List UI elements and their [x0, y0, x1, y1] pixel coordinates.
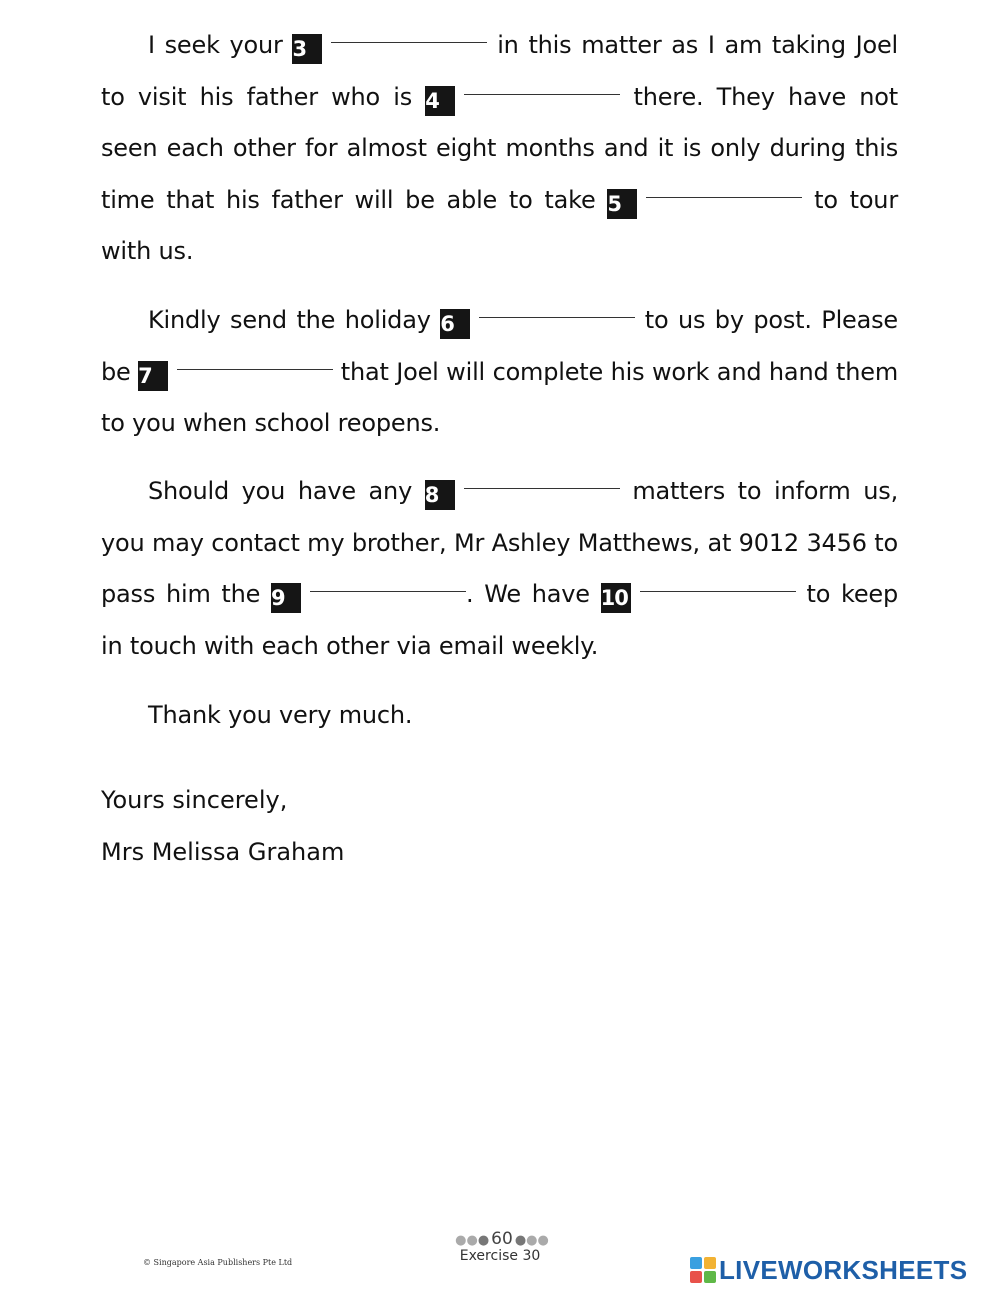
closing [101, 774, 344, 878]
paragraph-text: there. They have not seen each other for almost eight months and it is only during this time that his father will be able to take [101, 82, 898, 214]
paragraph-4-text [101, 690, 898, 742]
paragraph-text: matters to inform us, you may contact my brother, Mr Ashley Matthews, at 9012 3456 to pass him the [101, 477, 898, 608]
copyright-notice: © Singapore Asia Publishers Pte Ltd [143, 1258, 293, 1267]
paragraph-text: I seek your [148, 31, 293, 59]
paragraph-2-text [101, 295, 898, 450]
question-number-9: 9 [271, 583, 301, 613]
paragraph-text: to us by post. Please be [101, 306, 898, 386]
liveworksheets-logo[interactable] [690, 1255, 967, 1285]
paragraph-1 [101, 20, 898, 278]
dot-icon: ● [537, 1233, 549, 1248]
logo-square [704, 1271, 716, 1283]
paragraph-2 [101, 295, 898, 450]
dot-icon: ● [526, 1233, 538, 1248]
question-number-5: 5 [607, 189, 637, 219]
dot-icon: ● [466, 1233, 478, 1248]
paragraph-text: to tour with us. [101, 185, 898, 265]
page-number-ornament [452, 1229, 552, 1249]
paragraph-text: Thank you very much. [148, 701, 413, 729]
paragraph-text: Should you have any [148, 477, 425, 505]
answer-blank-3[interactable] [331, 22, 487, 43]
question-number-4: 4 [425, 86, 455, 116]
dot-icon: ● [514, 1233, 527, 1248]
page-number: 60 [491, 1229, 513, 1249]
paragraph-3-text [101, 466, 898, 672]
salutation: Yours sincerely, [101, 786, 288, 814]
question-number-6: 6 [440, 309, 470, 339]
paragraph-text: to keep in touch with each other via email weekly. [101, 580, 898, 660]
logo-square [690, 1257, 702, 1269]
paragraph-text: that Joel will complete his work and hand them to you when school reopens. [101, 357, 899, 437]
answer-blank-10[interactable] [640, 571, 796, 592]
paragraph-3 [101, 466, 898, 672]
signature: Mrs Melissa Graham [101, 838, 345, 866]
answer-blank-5[interactable] [646, 177, 802, 198]
paragraph-4 [101, 690, 898, 742]
answer-blank-8[interactable] [464, 468, 620, 489]
logo-square [704, 1257, 716, 1269]
paragraph-text: Kindly send the holiday [148, 306, 441, 334]
answer-blank-7[interactable] [177, 349, 333, 370]
logo-square [690, 1271, 702, 1283]
exercise-label: Exercise 30 [459, 1248, 541, 1264]
dot-icon: ● [477, 1233, 490, 1248]
question-number-10: 10 [601, 583, 631, 613]
answer-blank-9[interactable] [310, 571, 466, 592]
paragraph-text: in this matter as I am taking Joel to visit his father who is [101, 31, 898, 111]
paragraph-1-text [101, 20, 898, 278]
dot-icon: ● [455, 1233, 467, 1248]
liveworksheets-logo-icon [690, 1257, 716, 1283]
question-number-8: 8 [425, 480, 455, 510]
paragraph-text: . We have [466, 580, 601, 608]
logo-text: LIVEWORKSHEETS [719, 1254, 968, 1285]
answer-blank-4[interactable] [464, 74, 620, 95]
question-number-7: 7 [138, 361, 168, 391]
question-number-3: 3 [292, 34, 322, 64]
answer-blank-6[interactable] [479, 297, 635, 318]
